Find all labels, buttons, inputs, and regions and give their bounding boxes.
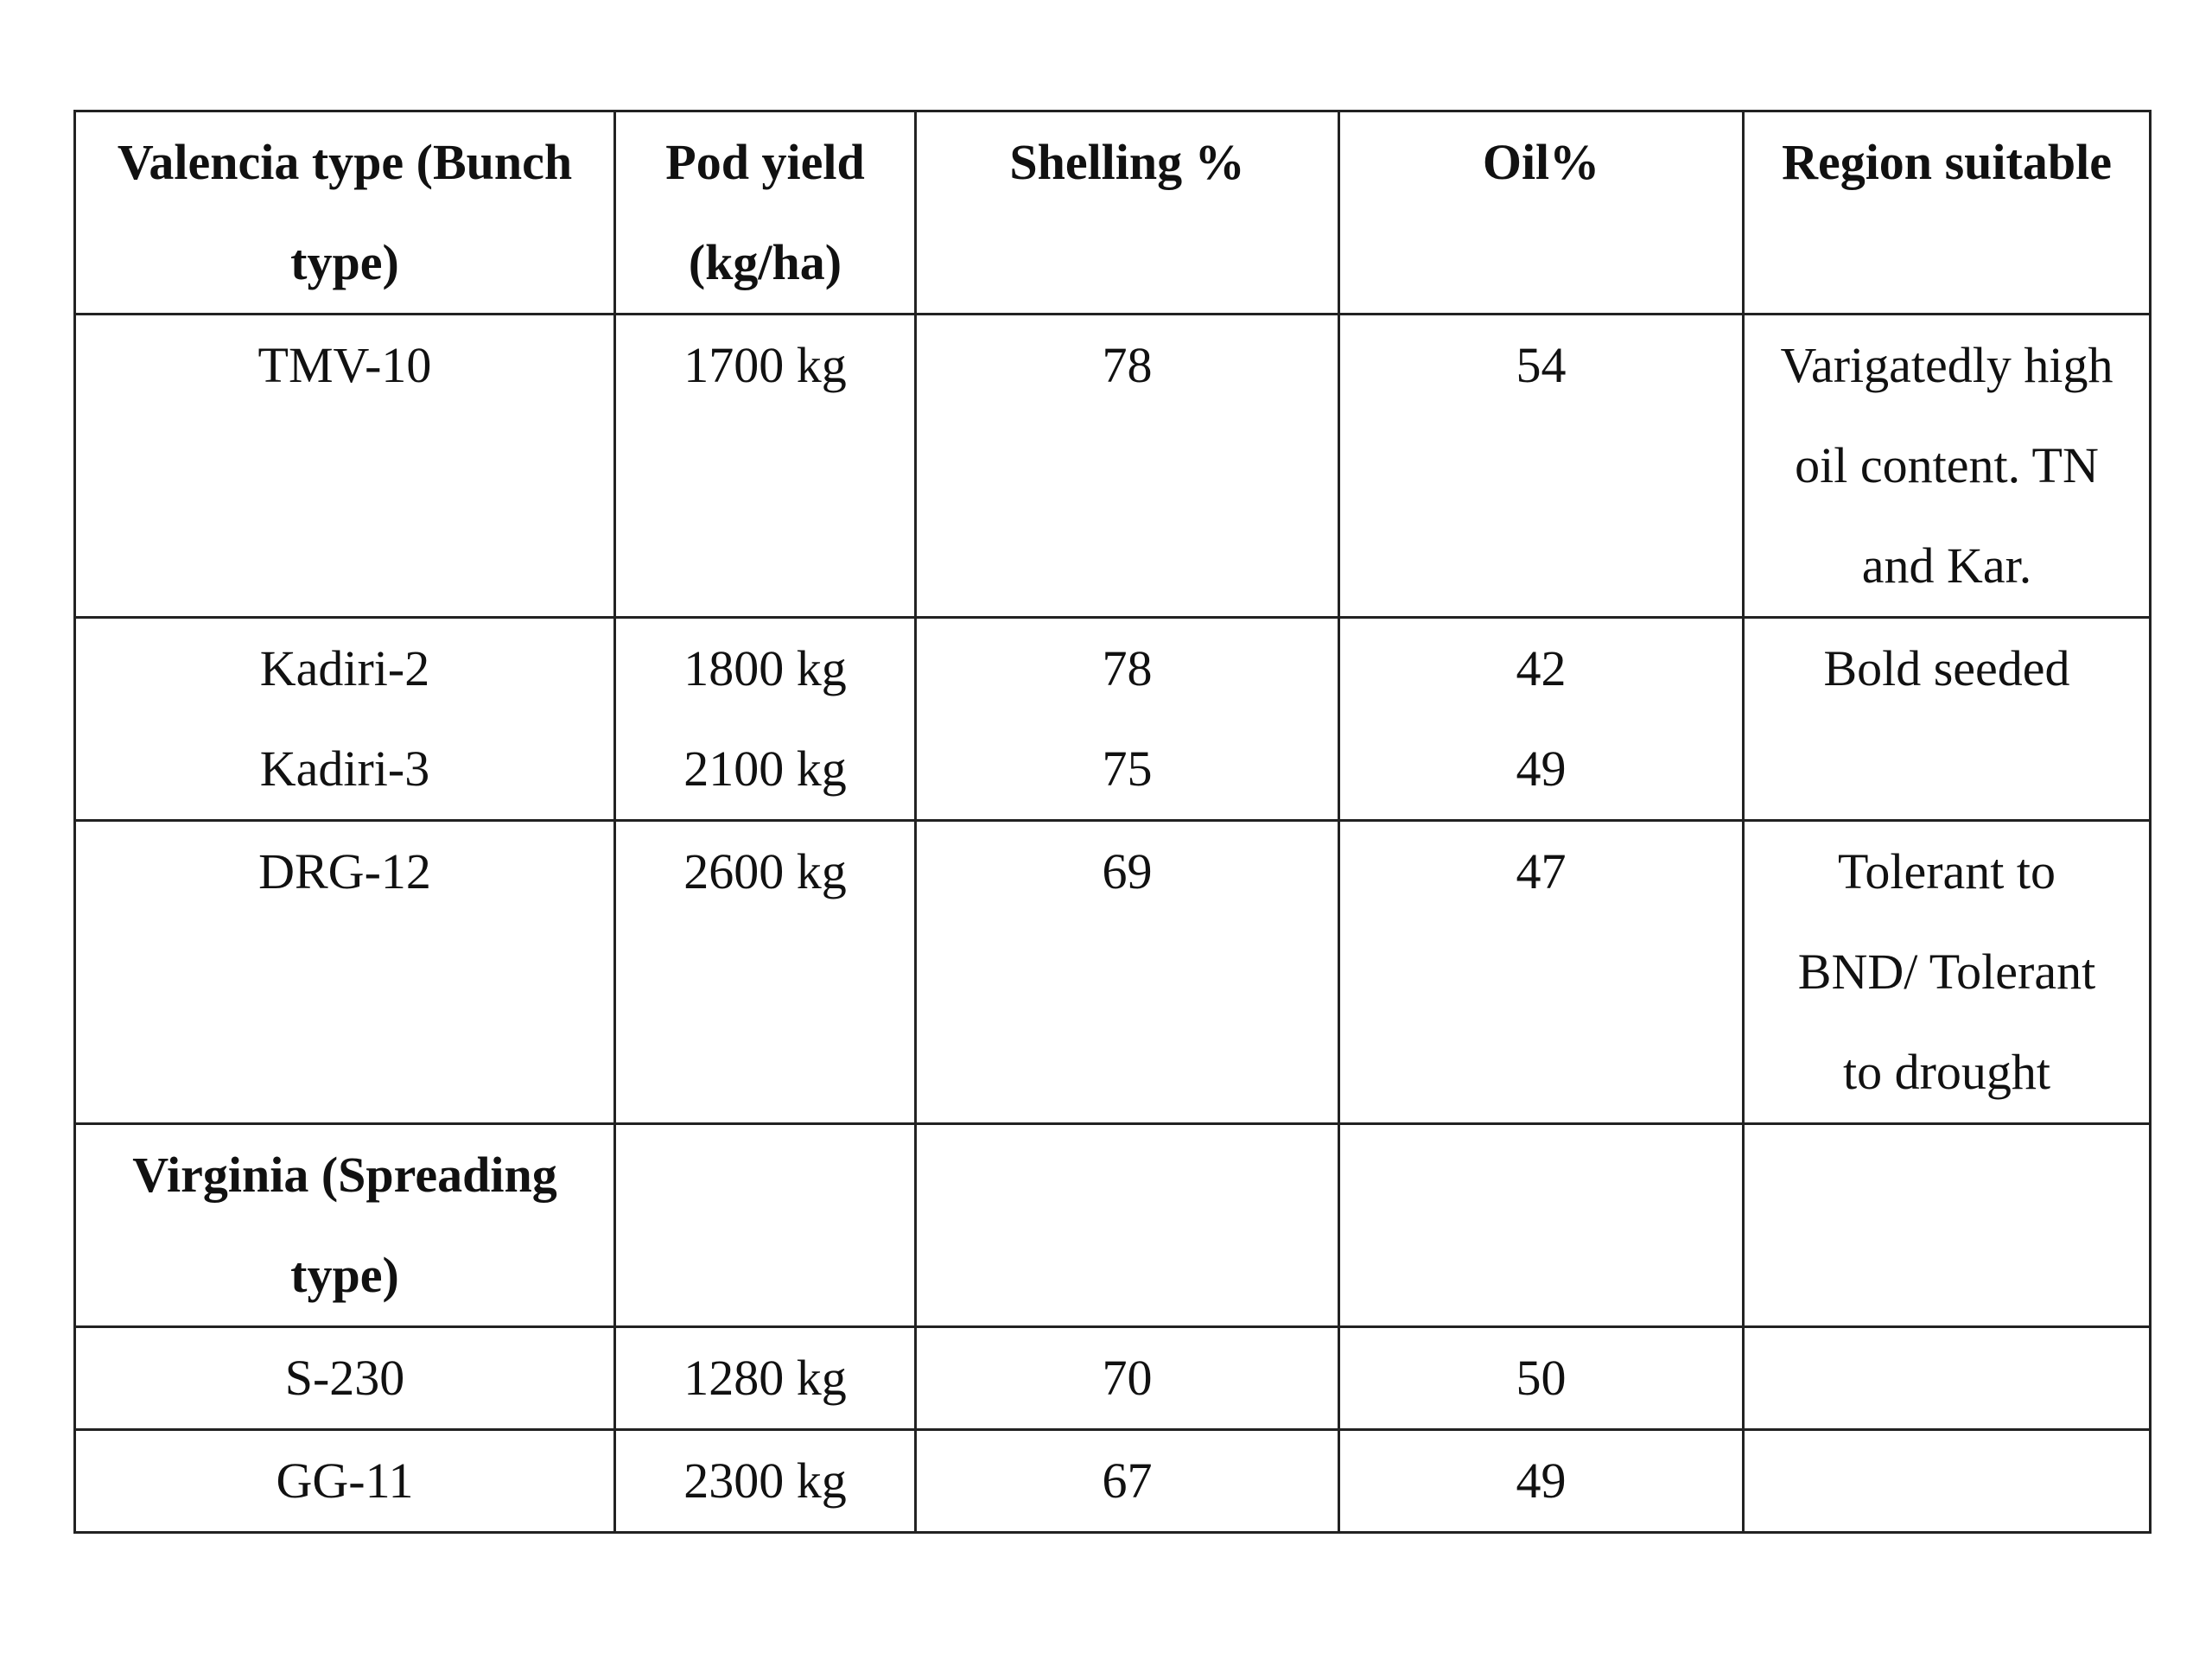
region-cell (1744, 315, 2151, 618)
oil-cell (1339, 315, 1744, 618)
yield-cell (615, 315, 916, 618)
oil-cell (1339, 618, 1744, 821)
yield-cell (615, 1430, 916, 1533)
header-oil-line-1: Oil% (1482, 134, 1600, 190)
variety-line: TMV-10 (257, 337, 432, 393)
header-variety-line-2: type) (290, 234, 399, 290)
region-line: and Kar. (1861, 537, 2032, 594)
variety-line: GG-11 (276, 1452, 414, 1509)
region-line: Varigatedly high (1780, 337, 2113, 393)
shelling-line: 75 (1102, 741, 1153, 797)
oil-line: 54 (1516, 337, 1567, 393)
region-line: BND/ Tolerant (1797, 944, 2096, 1000)
variety-line: Kadiri-3 (259, 741, 430, 797)
section-title-cell (75, 1124, 615, 1327)
yield-line: 1800 kg (683, 640, 847, 696)
oil-line: 50 (1516, 1350, 1567, 1406)
oil-cell (1339, 1430, 1744, 1533)
region-line: Bold seeded (1823, 640, 2070, 696)
oil-line: 47 (1516, 843, 1567, 899)
variety-line: Kadiri-2 (259, 640, 430, 696)
oil-cell (1339, 1327, 1744, 1430)
yield-line: 2100 kg (683, 741, 847, 797)
oil-cell (1339, 821, 1744, 1124)
header-region-cell (1744, 111, 2151, 315)
section-title-line-2: type) (290, 1247, 399, 1303)
yield-line: 1280 kg (683, 1350, 847, 1406)
variety-cell (75, 618, 615, 821)
shelling-line: 67 (1102, 1452, 1153, 1509)
yield-cell (615, 1327, 916, 1430)
header-region-line-1: Region suitable (1782, 134, 2112, 190)
variety-cell (75, 1327, 615, 1430)
shelling-cell (916, 315, 1339, 618)
header-yield-line-1: Pod yield (665, 134, 865, 190)
variety-cell (75, 821, 615, 1124)
header-variety-cell (75, 111, 615, 315)
oil-line: 42 (1516, 640, 1567, 696)
yield-line: 1700 kg (683, 337, 847, 393)
header-oil-cell (1339, 111, 1744, 315)
table-row (75, 1327, 2151, 1430)
region-cell (1744, 618, 2151, 821)
variety-line: S-230 (284, 1350, 405, 1406)
shelling-cell (916, 821, 1339, 1124)
varieties-table (73, 110, 2152, 1534)
shelling-line: 78 (1102, 640, 1153, 696)
header-yield-line-2: (kg/ha) (688, 234, 842, 290)
table-row (75, 315, 2151, 618)
variety-cell (75, 1430, 615, 1533)
region-line: oil content. TN (1795, 437, 2099, 493)
header-variety-line-1: Valencia type (Bunch (117, 134, 573, 190)
header-row (75, 111, 2151, 315)
shelling-line: 78 (1102, 337, 1153, 393)
variety-line: DRG-12 (258, 843, 431, 899)
yield-line: 2300 kg (683, 1452, 847, 1509)
shelling-cell (916, 1327, 1339, 1430)
region-cell (1744, 1430, 2151, 1533)
section-title-line-1: Virginia (Spreading (132, 1147, 557, 1203)
empty-cell (615, 1124, 916, 1327)
region-line: Tolerant to (1837, 843, 2056, 899)
section-header-row (75, 1124, 2151, 1327)
empty-cell (1744, 1124, 2151, 1327)
yield-cell (615, 821, 916, 1124)
region-cell (1744, 1327, 2151, 1430)
region-line: to drought (1842, 1044, 2051, 1100)
table-row (75, 821, 2151, 1124)
shelling-cell (916, 1430, 1339, 1533)
yield-cell (615, 618, 916, 821)
header-shelling-cell (916, 111, 1339, 315)
region-cell (1744, 821, 2151, 1124)
empty-cell (916, 1124, 1339, 1327)
table-row (75, 1430, 2151, 1533)
oil-line: 49 (1516, 741, 1567, 797)
empty-cell (1339, 1124, 1744, 1327)
shelling-line: 70 (1102, 1350, 1153, 1406)
variety-cell (75, 315, 615, 618)
table-row (75, 618, 2151, 821)
header-shelling-line-1: Shelling % (1009, 134, 1245, 190)
shelling-cell (916, 618, 1339, 821)
oil-line: 49 (1516, 1452, 1567, 1509)
shelling-line: 69 (1102, 843, 1153, 899)
yield-line: 2600 kg (683, 843, 847, 899)
header-yield-cell (615, 111, 916, 315)
